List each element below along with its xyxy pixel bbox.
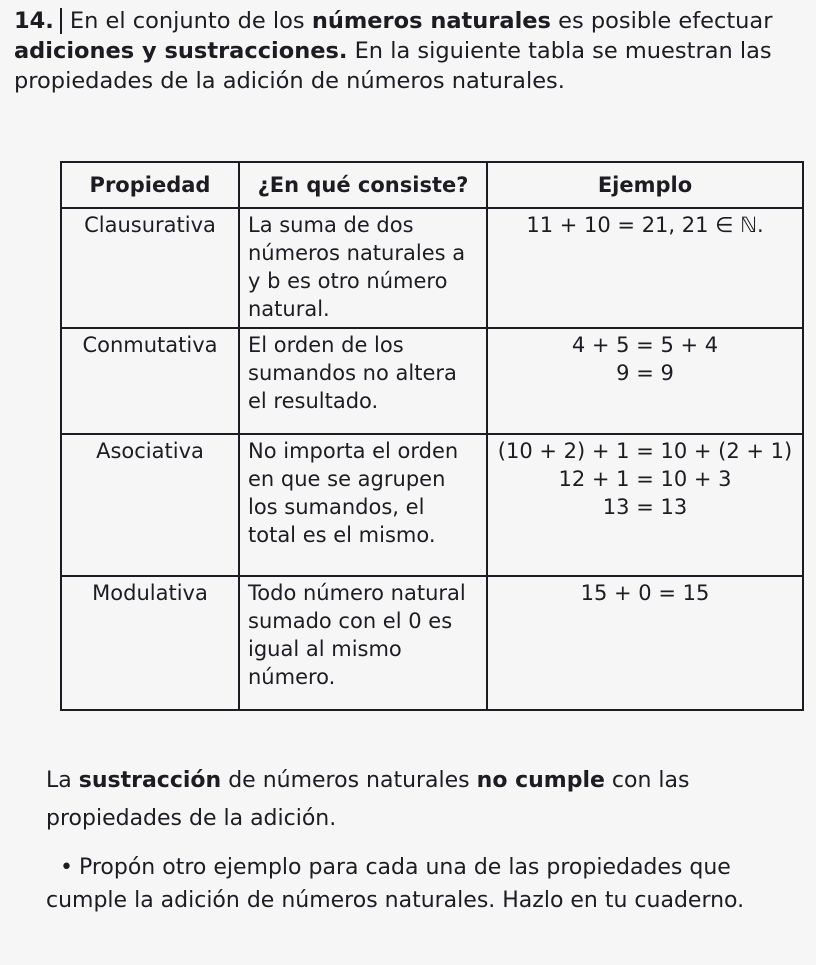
note-text-2: de números naturales bbox=[221, 768, 477, 793]
example-line: 9 = 9 bbox=[616, 361, 674, 385]
property-name: Asociativa bbox=[61, 434, 239, 576]
table-row bbox=[61, 434, 803, 576]
header-example: Ejemplo bbox=[487, 162, 803, 208]
intro-text-3: En la siguiente tabla se muestran las propiedades de la adición de números naturales. bbox=[14, 38, 772, 94]
table-header-row bbox=[61, 162, 803, 208]
note-text-3: con las propiedades de la adición. bbox=[46, 768, 690, 831]
table-row bbox=[61, 328, 803, 434]
property-example bbox=[487, 328, 803, 434]
property-description: Todo número natural sumado con el 0 es igual al mismo número. bbox=[239, 576, 487, 710]
property-description: El orden de los sumandos no altera el resultado. bbox=[239, 328, 487, 434]
header-description: ¿En qué consiste? bbox=[239, 162, 487, 208]
property-example bbox=[487, 208, 803, 328]
bullet-icon: • bbox=[60, 855, 73, 880]
intro-bold-2: adiciones y sustracciones. bbox=[14, 38, 348, 64]
property-name: Conmutativa bbox=[61, 328, 239, 434]
properties-table bbox=[60, 161, 804, 711]
example-line: 12 + 1 = 10 + 3 bbox=[558, 467, 732, 491]
table-row bbox=[61, 576, 803, 710]
task-instruction bbox=[46, 851, 806, 917]
note-bold-1: sustracción bbox=[78, 768, 222, 793]
property-name: Clausurativa bbox=[61, 208, 239, 328]
property-description: La suma de dos números naturales a y b es otro número natural. bbox=[239, 208, 487, 328]
table-row bbox=[61, 208, 803, 328]
exercise-intro bbox=[14, 6, 809, 96]
example-line: 11 + 10 = 21, 21 ∈ ℕ. bbox=[526, 213, 764, 237]
example-line: 4 + 5 = 5 + 4 bbox=[571, 333, 719, 357]
property-example bbox=[487, 576, 803, 710]
property-name: Modulativa bbox=[61, 576, 239, 710]
property-example bbox=[487, 434, 803, 576]
intro-text-2: es posible efectuar bbox=[550, 8, 773, 34]
task-text: Propón otro ejemplo para cada una de las propiedades que cumple la adición de números naturales. Hazlo en tu cuaderno. bbox=[46, 855, 745, 913]
note-text-1: La bbox=[46, 768, 79, 793]
example-line: 15 + 0 = 15 bbox=[580, 581, 710, 605]
exercise-number: 14. bbox=[14, 8, 62, 34]
property-description: No importa el orden en que se agrupen los sumandos, el total es el mismo. bbox=[239, 434, 487, 576]
example-line: (10 + 2) + 1 = 10 + (2 + 1) bbox=[497, 439, 793, 463]
header-property: Propiedad bbox=[61, 162, 239, 208]
intro-text-1: En el conjunto de los bbox=[69, 8, 312, 34]
example-line: 13 = 13 bbox=[602, 495, 688, 519]
subtraction-note bbox=[46, 762, 806, 838]
note-bold-2: no cumple bbox=[476, 768, 605, 793]
intro-bold-1: números naturales bbox=[311, 8, 551, 34]
